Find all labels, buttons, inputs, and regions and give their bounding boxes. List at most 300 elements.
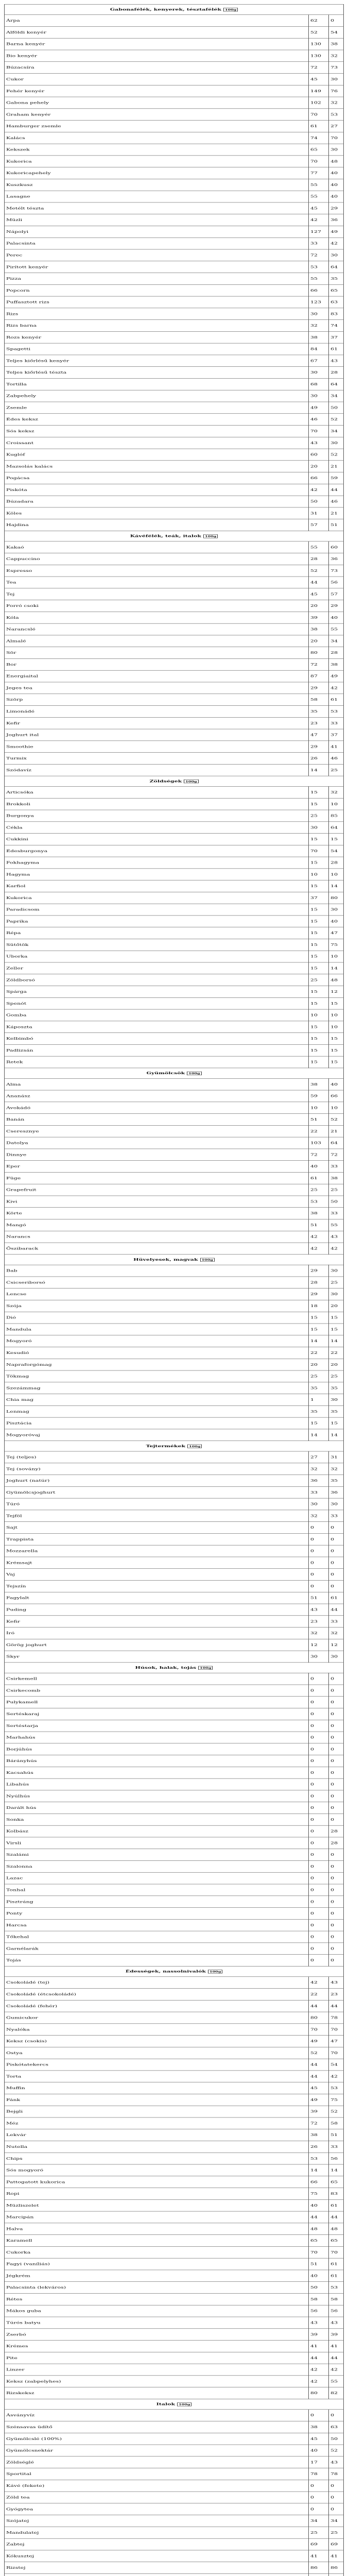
- value-1: 15: [309, 1056, 329, 1068]
- value-1: 127: [309, 226, 329, 238]
- table-row: [5, 1347, 344, 1359]
- value-1: 52: [309, 2047, 329, 2059]
- value-2: 25: [329, 1370, 344, 1382]
- table-row: [5, 2293, 344, 2305]
- value-2: 47: [329, 927, 344, 939]
- value-1: 14: [309, 764, 329, 776]
- value-2: 61: [329, 1592, 344, 1604]
- section-header: [5, 1441, 344, 1451]
- value-2: 74: [329, 320, 344, 332]
- food-name: Karamell: [5, 2235, 309, 2247]
- table-row: [5, 519, 344, 531]
- table-row: [5, 2246, 344, 2258]
- value-2: 14: [329, 1429, 344, 1441]
- value-2: 30: [329, 1498, 344, 1510]
- table-row: [5, 541, 344, 553]
- food-name: Barna kenyér: [5, 38, 309, 50]
- table-row: [5, 2000, 344, 2012]
- table-row: [5, 1021, 344, 1033]
- value-2: 10: [329, 1021, 344, 1033]
- table-row: [5, 1685, 344, 1697]
- food-name: Mangó: [5, 1219, 309, 1231]
- table-row: [5, 1359, 344, 1370]
- value-2: 0: [329, 1743, 344, 1755]
- food-name: Zabtej: [5, 2538, 309, 2550]
- food-name: Chips: [5, 2153, 309, 2164]
- value-1: 30: [309, 390, 329, 402]
- value-1: 30: [309, 308, 329, 320]
- food-name: Bab: [5, 1265, 309, 1277]
- value-2: 44: [329, 2211, 344, 2223]
- table-row: [5, 2456, 344, 2468]
- value-1: 0: [309, 1685, 329, 1697]
- food-name: Pite: [5, 2352, 309, 2364]
- value-2: 64: [329, 1137, 344, 1149]
- value-1: 43: [309, 437, 329, 449]
- table-row: [5, 670, 344, 682]
- food-name: Müzli: [5, 214, 309, 226]
- value-1: 0: [309, 1931, 329, 1943]
- table-row: [5, 121, 344, 132]
- table-row: [5, 461, 344, 472]
- table-row: [5, 1989, 344, 2001]
- table-row: [5, 1743, 344, 1755]
- table-row: [5, 2071, 344, 2082]
- food-name: Görög joghurt: [5, 1639, 309, 1651]
- table-row: [5, 2317, 344, 2329]
- value-1: 0: [309, 1522, 329, 1534]
- table-row: [5, 1114, 344, 1126]
- value-2: 30: [329, 249, 344, 261]
- value-2: 82: [329, 2387, 344, 2399]
- section-title: Édességek, nassolnivalók: [125, 1969, 206, 1974]
- value-2: 29: [329, 600, 344, 612]
- value-1: 18: [309, 1300, 329, 1312]
- value-1: 70: [309, 845, 329, 857]
- table-row: [5, 565, 344, 577]
- value-2: 42: [329, 1243, 344, 1255]
- value-1: 130: [309, 50, 329, 62]
- value-2: 29: [329, 202, 344, 214]
- value-1: 30: [309, 367, 329, 379]
- value-2: 15: [329, 997, 344, 1009]
- value-1: 51: [309, 1592, 329, 1604]
- section-title: Zöldségek: [149, 779, 182, 784]
- table-row: [5, 238, 344, 249]
- value-2: 42: [329, 238, 344, 249]
- value-1: 15: [309, 916, 329, 927]
- section-header: [5, 1068, 344, 1078]
- value-2: 58: [329, 2293, 344, 2305]
- food-name: Trappista: [5, 1533, 309, 1545]
- food-name: Köles: [5, 507, 309, 519]
- food-name: Szódavíz: [5, 764, 309, 776]
- table-row: [5, 647, 344, 659]
- table-row: [5, 1510, 344, 1522]
- value-2: 0: [329, 1533, 344, 1545]
- table-row: [5, 2059, 344, 2071]
- value-1: 15: [309, 857, 329, 869]
- table-row: [5, 880, 344, 892]
- food-name: Csirkecomb: [5, 1685, 309, 1697]
- table-row: [5, 577, 344, 588]
- value-1: 15: [309, 939, 329, 951]
- value-2: 0: [329, 1814, 344, 1825]
- table-row: [5, 1919, 344, 1931]
- value-1: 0: [309, 1569, 329, 1581]
- value-2: 83: [329, 2188, 344, 2200]
- value-1: 45: [309, 588, 329, 600]
- value-1: 38: [309, 623, 329, 635]
- food-name: Keksz (csokis): [5, 2036, 309, 2047]
- value-1: 65: [309, 144, 329, 156]
- value-2: 73: [329, 565, 344, 577]
- section-title-cell: [5, 4, 344, 14]
- value-1: 80: [309, 2387, 329, 2399]
- value-1: 38: [309, 1078, 329, 1090]
- food-name: Sajt: [5, 1522, 309, 1534]
- food-name: Paprika: [5, 916, 309, 927]
- table-row: [5, 1090, 344, 1102]
- value-1: 68: [309, 378, 329, 390]
- value-1: 42: [309, 1231, 329, 1243]
- section-title: Kávéfélék, teák, italok: [130, 534, 201, 538]
- value-2: 52: [329, 414, 344, 426]
- food-name: Kekszek: [5, 144, 309, 156]
- value-2: 12: [329, 986, 344, 998]
- value-1: 15: [309, 798, 329, 810]
- table-row: [5, 798, 344, 810]
- unit-badge: 100g: [187, 1072, 201, 1075]
- table-row: [5, 2036, 344, 2047]
- table-row: [5, 845, 344, 857]
- value-2: 33: [329, 1510, 344, 1522]
- value-2: 38: [329, 1172, 344, 1184]
- food-name: Kefir: [5, 717, 309, 729]
- value-2: 25: [329, 1277, 344, 1289]
- value-1: 25: [309, 974, 329, 986]
- food-name: Dió: [5, 1312, 309, 1324]
- value-1: 66: [309, 284, 329, 296]
- value-1: 0: [309, 1755, 329, 1767]
- food-name: Zöldborsó: [5, 974, 309, 986]
- food-name: Sportital: [5, 2468, 309, 2480]
- table-row: [5, 2047, 344, 2059]
- table-row: [5, 939, 344, 951]
- value-1: 74: [309, 132, 329, 144]
- food-name: Piskótatekercs: [5, 2059, 309, 2071]
- value-2: 36: [329, 553, 344, 565]
- table-row: [5, 753, 344, 765]
- value-2: 30: [329, 904, 344, 916]
- food-name: Marhahús: [5, 1732, 309, 1743]
- food-name: Mogyoróvaj: [5, 1429, 309, 1441]
- food-name: Libahús: [5, 1778, 309, 1790]
- value-2: 43: [329, 2317, 344, 2329]
- food-name: Metélt tészta: [5, 202, 309, 214]
- food-name: Mandulatej: [5, 2527, 309, 2538]
- food-name: Teljes kiőrlésű tészta: [5, 367, 309, 379]
- section-title: Hüvelyesek, magvak: [133, 1258, 198, 1262]
- table-row: [5, 74, 344, 86]
- value-1: 44: [309, 2211, 329, 2223]
- food-name: Kukoricapehely: [5, 167, 309, 179]
- value-2: 52: [329, 449, 344, 461]
- table-row: [5, 997, 344, 1009]
- food-name: Kóla: [5, 612, 309, 623]
- food-name: Narancs: [5, 1231, 309, 1243]
- value-1: 32: [309, 1463, 329, 1475]
- food-name: Zsemle: [5, 402, 309, 414]
- table-row: [5, 1628, 344, 1639]
- food-name: Alma: [5, 1078, 309, 1090]
- table-row: [5, 1977, 344, 1989]
- value-1: 49: [309, 2036, 329, 2047]
- food-name: Nyalóka: [5, 2024, 309, 2036]
- value-1: 0: [309, 1955, 329, 1967]
- value-1: 52: [309, 565, 329, 577]
- table-row: [5, 507, 344, 519]
- table-row: [5, 962, 344, 974]
- table-row: [5, 1289, 344, 1300]
- value-2: 25: [329, 1184, 344, 1196]
- food-name: Fánk: [5, 2094, 309, 2106]
- value-1: 0: [309, 1580, 329, 1592]
- food-name: Marcipán: [5, 2211, 309, 2223]
- value-1: 15: [309, 1417, 329, 1429]
- value-1: 0: [309, 1860, 329, 1872]
- value-2: 61: [329, 2199, 344, 2211]
- value-1: 61: [309, 121, 329, 132]
- value-1: 45: [309, 2082, 329, 2094]
- value-1: 38: [309, 1208, 329, 1219]
- food-name: Ostya: [5, 2047, 309, 2059]
- food-name: Tejszín: [5, 1580, 309, 1592]
- value-2: 20: [329, 1359, 344, 1370]
- food-name: Pogácsa: [5, 472, 309, 484]
- food-name: Rizskeksz: [5, 2387, 309, 2399]
- food-name: Darált hús: [5, 1802, 309, 1814]
- value-1: 58: [309, 694, 329, 706]
- table-row: [5, 2117, 344, 2129]
- food-name: Tea: [5, 577, 309, 588]
- value-2: 0: [329, 2410, 344, 2421]
- value-1: 42: [309, 2376, 329, 2387]
- value-1: 44: [309, 2071, 329, 2082]
- glycemic-index-document: [4, 4, 344, 2576]
- table-row: [5, 378, 344, 390]
- table-row: [5, 1825, 344, 1837]
- value-2: 41: [329, 2550, 344, 2562]
- value-2: 70: [329, 2246, 344, 2258]
- value-1: 0: [309, 2492, 329, 2503]
- value-1: 36: [309, 1475, 329, 1487]
- table-row: [5, 1872, 344, 1884]
- value-1: 0: [309, 1837, 329, 1849]
- value-1: 58: [309, 2293, 329, 2305]
- value-1: 42: [309, 1243, 329, 1255]
- food-name: Csokoládé (tej): [5, 1977, 309, 1989]
- value-2: 65: [329, 284, 344, 296]
- value-2: 53: [329, 706, 344, 718]
- table-row: [5, 2410, 344, 2421]
- value-2: 83: [329, 308, 344, 320]
- value-2: 54: [329, 2059, 344, 2071]
- value-1: 51: [309, 1114, 329, 1126]
- table-row: [5, 109, 344, 121]
- table-row: [5, 2106, 344, 2117]
- food-name: Szalonna: [5, 1860, 309, 1872]
- table-row: [5, 927, 344, 939]
- value-1: 1: [309, 1394, 329, 1406]
- value-2: 44: [329, 1604, 344, 1616]
- value-1: 23: [309, 717, 329, 729]
- value-2: 49: [329, 670, 344, 682]
- table-row: [5, 1533, 344, 1545]
- value-1: 46: [309, 414, 329, 426]
- table-row: [5, 2515, 344, 2527]
- value-1: 31: [309, 507, 329, 519]
- value-1: 62: [309, 15, 329, 27]
- table-row: [5, 2492, 344, 2503]
- value-1: 20: [309, 600, 329, 612]
- section-title: Gyümölcsök: [146, 1071, 185, 1075]
- food-name: Tőkehal: [5, 1931, 309, 1943]
- table-row: [5, 15, 344, 27]
- value-1: 29: [309, 741, 329, 753]
- food-name: Kávé (fekete): [5, 2480, 309, 2492]
- value-1: 66: [309, 2176, 329, 2188]
- value-2: [329, 2573, 344, 2576]
- table-row: [5, 1312, 344, 1324]
- value-2: 14: [329, 2164, 344, 2176]
- food-name: Mazsolás kalács: [5, 461, 309, 472]
- value-2: 43: [329, 1977, 344, 1989]
- food-name: Tonhal: [5, 1884, 309, 1896]
- value-2: 73: [329, 62, 344, 74]
- value-1: 70: [309, 156, 329, 167]
- value-2: 35: [329, 1475, 344, 1487]
- value-2: 56: [329, 2305, 344, 2317]
- food-name: Rétes: [5, 2293, 309, 2305]
- food-name: Gumicukor: [5, 2012, 309, 2024]
- food-name: Csicseriborsó: [5, 1277, 309, 1289]
- food-table: [4, 4, 344, 2576]
- food-name: Spárga: [5, 986, 309, 998]
- value-1: 39: [309, 2106, 329, 2117]
- value-2: 43: [329, 355, 344, 367]
- food-name: Bio kenyér: [5, 50, 309, 62]
- value-2: 0: [329, 1919, 344, 1931]
- table-row: [5, 2538, 344, 2550]
- value-2: 0: [329, 1685, 344, 1697]
- food-name: Puding: [5, 1604, 309, 1616]
- food-name: Kivi: [5, 1196, 309, 1208]
- section-header: [5, 776, 344, 786]
- food-name: Mandula: [5, 1324, 309, 1335]
- value-2: 42: [329, 2364, 344, 2376]
- value-1: 14: [309, 2164, 329, 2176]
- table-row: [5, 296, 344, 308]
- value-2: 33: [329, 717, 344, 729]
- food-name: Körte: [5, 1208, 309, 1219]
- value-1: 15: [309, 951, 329, 962]
- section-title-cell: [5, 1068, 344, 1078]
- food-name: Bor: [5, 658, 309, 670]
- food-name: Méz: [5, 2117, 309, 2129]
- value-1: 15: [309, 1324, 329, 1335]
- value-1: 0: [309, 1533, 329, 1545]
- table-row: [5, 834, 344, 845]
- food-name: Espresso: [5, 565, 309, 577]
- table-row: [5, 308, 344, 320]
- food-name: Cukor: [5, 74, 309, 86]
- table-row: [5, 553, 344, 565]
- table-row: [5, 2305, 344, 2317]
- food-name: Napraforgómag: [5, 1359, 309, 1370]
- value-1: 0: [309, 2480, 329, 2492]
- value-2: 0: [329, 1908, 344, 1920]
- table-row: [5, 273, 344, 285]
- food-name: Müzliszelet: [5, 2199, 309, 2211]
- value-1: 0: [309, 1825, 329, 1837]
- food-name: Smoothie: [5, 741, 309, 753]
- food-name: Szörp: [5, 694, 309, 706]
- table-row: [5, 2270, 344, 2282]
- food-name: Tökmag: [5, 1370, 309, 1382]
- table-row: [5, 50, 344, 62]
- value-2: 28: [329, 367, 344, 379]
- value-2: 61: [329, 2258, 344, 2270]
- value-2: 10: [329, 1102, 344, 1114]
- food-name: Grapefruit: [5, 1184, 309, 1196]
- value-1: 0: [309, 1732, 329, 1743]
- food-name: Skyr: [5, 1651, 309, 1663]
- value-2: 33: [329, 2141, 344, 2153]
- value-1: 32: [309, 1628, 329, 1639]
- value-1: 49: [309, 2094, 329, 2106]
- value-2: 34: [329, 390, 344, 402]
- value-2: 42: [329, 682, 344, 694]
- value-1: 80: [309, 647, 329, 659]
- value-2: 12: [329, 1639, 344, 1651]
- value-2: 0: [329, 1931, 344, 1943]
- table-row: [5, 1639, 344, 1651]
- value-2: 0: [329, 1708, 344, 1720]
- table-row: [5, 1569, 344, 1581]
- value-1: 0: [309, 1673, 329, 1685]
- food-name: Fokhagyma: [5, 857, 309, 869]
- value-2: 15: [329, 1044, 344, 1056]
- value-2: 48: [329, 156, 344, 167]
- value-1: 30: [309, 822, 329, 834]
- table-row: [5, 729, 344, 741]
- value-1: 67: [309, 355, 329, 367]
- food-name: Kuglóf: [5, 449, 309, 461]
- food-name: Padlizsán: [5, 1044, 309, 1056]
- food-name: Zöldséglé: [5, 2456, 309, 2468]
- value-2: 15: [329, 1033, 344, 1045]
- value-1: 53: [309, 2153, 329, 2164]
- value-2: 22: [329, 1347, 344, 1359]
- food-name: Puffasztott rizs: [5, 296, 309, 308]
- value-1: 44: [309, 2059, 329, 2071]
- table-row: [5, 1708, 344, 1720]
- value-1: 103: [309, 1137, 329, 1149]
- food-name: Zeller: [5, 962, 309, 974]
- value-2: 21: [329, 507, 344, 519]
- value-1: 35: [309, 1382, 329, 1394]
